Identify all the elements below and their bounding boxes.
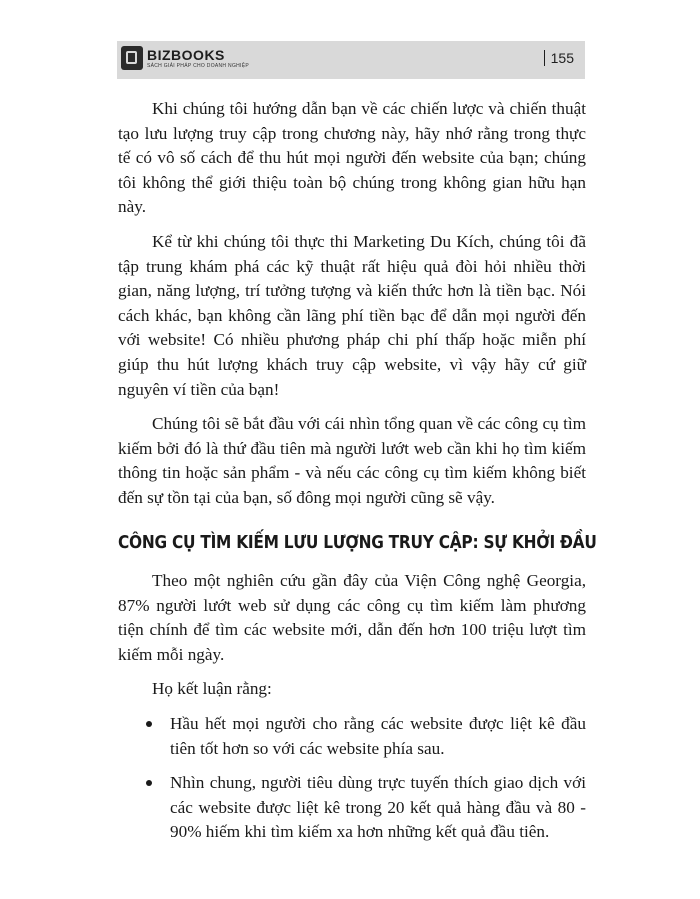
bullet-icon (146, 780, 152, 786)
page-number (544, 50, 574, 66)
logo-tagline: SÁCH GIẢI PHÁP CHO DOANH NGHIỆP (147, 62, 250, 69)
paragraph: Kể từ khi chúng tôi thực thi Marketing Du Kích, chúng tôi đã tập trung khám phá các kỹ thuật rất hiệu quả đòi hỏi nhiều thời gian, năng lượng, trí tưởng tượng và kiến thức hơn là tiền bạc. Nói cách khác, bạn không cần lãng phí tiền bạc để dẫn mọi người đến với website! Có nhiều phương pháp chi phí thấp hoặc miễn phí giúp thu hút lượng khách truy cập website, vì vậy hãy cứ giữ nguyên ví tiền của bạn! (118, 231, 586, 399)
bullet-list (118, 712, 586, 845)
book-icon (121, 46, 143, 70)
bullet-item (118, 712, 586, 761)
bullet-text: Hầu hết mọi người cho rằng các website được liệt kê đầu tiên tốt hơn so với các website phía sau. (170, 714, 586, 758)
paragraph: Chúng tôi sẽ bắt đầu với cái nhìn tổng quan về các công cụ tìm kiếm bởi đó là thứ đầu tiên mà người lướt web cần khi họ tìm kiếm thông tin hoặc sản phẩm - và nếu các công cụ tìm kiếm không biết đến sự tồn tại của bạn, số đông mọi người cũng sẽ vậy. (118, 414, 586, 507)
lead-in: Họ kết luận rằng: (152, 679, 272, 699)
body-text (118, 97, 597, 855)
paragraph: Theo một nghiên cứu gần đây của Viện Công nghệ Georgia, 87% người lướt web sử dụng các công cụ tìm kiếm làm phương tiện chính để tìm các website mới, dẫn đến hơn 100 triệu lượt tìm kiếm mỗi ngày. (118, 571, 586, 664)
logo-brand: BIZBOOKS (147, 46, 225, 63)
publisher-logo (121, 46, 249, 70)
page-number-divider (544, 50, 545, 66)
paragraph: Khi chúng tôi hướng dẫn bạn về các chiến lược và chiến thuật tạo lưu lượng truy cập trong chương này, hãy nhớ rằng trong thực tế có vô số cách để thu hút mọi người đến website của bạn; chúng tôi không thể giới thiệu toàn bộ chúng trong không gian hữu hạn này. (118, 99, 586, 217)
page-number-value: 155 (550, 50, 574, 66)
logo-text (147, 48, 249, 69)
bullet-text: Nhìn chung, người tiêu dùng trực tuyến thích giao dịch với các website được liệt kê trong 20 kết quả hàng đầu và 80 - 90% hiếm khi tìm kiếm xa hơn những kết quả đầu tiên. (170, 773, 586, 842)
bullet-icon (146, 721, 152, 727)
bullet-item (118, 771, 586, 845)
section-heading: CÔNG CỤ TÌM KIẾM LƯU LƯỢNG TRUY CẬP: SỰ KHỞI ĐẦU (118, 532, 597, 553)
